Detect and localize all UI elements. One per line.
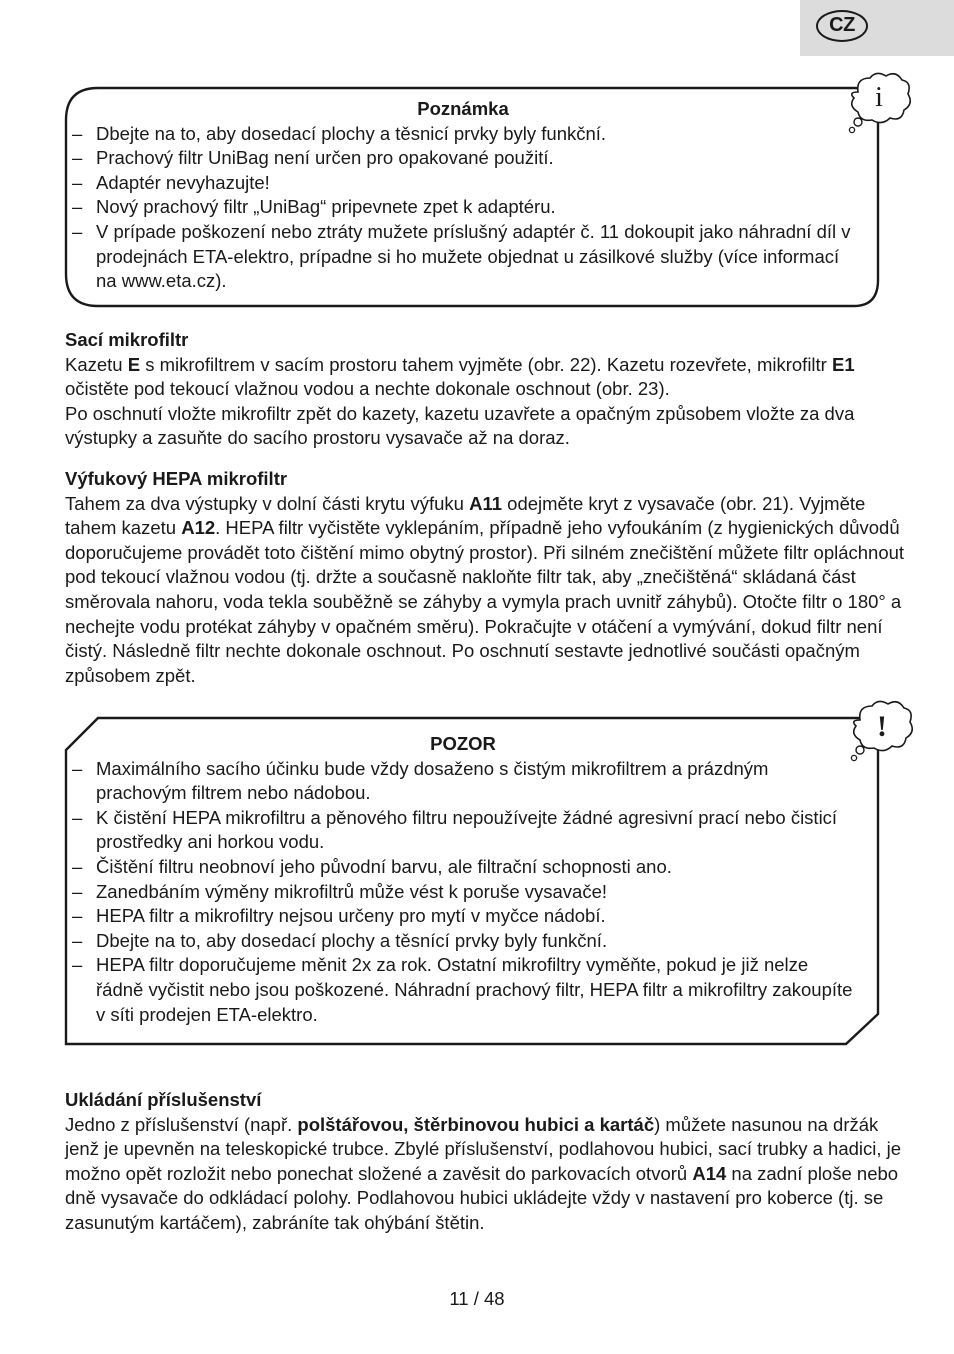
info-icon <box>842 70 914 136</box>
list-item: – K čistění HEPA mikrofiltru a pěnového filtru nepoužívejte žádné agresivní prací nebo čisticí prostředky ani horkou vodu. <box>72 806 838 853</box>
list-item: – Zanedbáním výměny mikrofiltrů může vést k poruše vysavače! <box>72 880 607 902</box>
list-item: – Čištění filtru neobnoví jeho původní barvu, ale filtrační schopnosti ano. <box>72 855 672 877</box>
list-item: – V prípade poškození nebo ztráty mužete príslušný adaptér č. 11 dokoupit jako náhradní díl v prodejnách ETA-elektro, prípadne si ho mužete objednat u zásilkové služby (více informací na www.eta.cz). <box>72 220 851 292</box>
section-suction-microfilter <box>65 328 915 451</box>
svg-text:!: ! <box>877 710 887 743</box>
list-item: – Dbejte na to, aby dosedací plochy a těsnicí prvky byly funkční. <box>72 122 607 144</box>
page-number: 11 / 48 <box>449 1288 505 1309</box>
list-item: – Maximálního sacího účinku bude vždy dosaženo s čistým mikrofiltrem a prázdným prachovým filtrem nebo nádobou. <box>72 757 769 804</box>
list-item: – HEPA filtr doporučujeme měnit 2x za rok. Ostatní mikrofiltry vyměňte, pokud je již nelze řádně vyčistit nebo jsou poškozené. Náhradní prachový filtr, HEPA filtr a mikrofiltry zakoupíte v síti prodejen ETA-elektro. <box>72 954 853 1025</box>
section-title: Sací mikrofiltr <box>65 329 189 350</box>
svg-text:i: i <box>875 82 883 113</box>
list-item: – Adaptér nevyhazujte! <box>72 171 270 193</box>
exclamation-icon <box>844 698 918 764</box>
paragraph: Jedno z příslušenství (např. polštářovou, štěrbinovou hubici a kartáč) můžete nasunou na držák jenž je upevněn na teleskopické trubce. Zbylé příslušenství, podlahovou hubici, sací trubky a hadici, je možno opět rozložit nebo ponechat složené a zavěsit do parkovacích otvorů A14 na zadní ploše nebo dně vysavače do odkládací polohy. Podlahovou hubici ukládejte vždy v nastavení pro koberce (tj. se zasunutým kartáčem), zabráníte tak ohýbání štětin. <box>65 1113 902 1233</box>
list-item: – Prachový filtr UniBag není určen pro opakované použití. <box>72 147 554 169</box>
section-accessory-storage <box>65 1088 915 1236</box>
warning-title: POZOR <box>430 733 496 754</box>
section-hepa-microfilter <box>65 467 915 688</box>
section-title: Ukládání příslušenství <box>65 1089 262 1110</box>
warning-box <box>64 716 884 1048</box>
note-list <box>72 122 854 294</box>
note-box <box>64 86 884 310</box>
paragraph: Po oschnutí vložte mikrofiltr zpět do kazety, kazetu uzavřete a opačným způsobem vložte za dva výstupky a zasuňte do sacího prostoru vysavače až na doraz. <box>65 402 855 449</box>
paragraph: Kazetu E s mikrofiltrem v sacím prostoru tahem vyjměte (obr. 22). Kazetu rozevřete, mikrofiltr E1 očistěte pod tekoucí vlažnou vodou a nechte dokonale oschnout (obr. 23). <box>65 353 855 400</box>
warning-list <box>72 757 854 1028</box>
paragraph: Tahem za dva výstupky v dolní části krytu výfuku A11 odejměte kryt z vysavače (obr. 21). Vyjměte tahem kazetu A12. HEPA filtr vyčistěte vyklepáním, případně jeho vyfoukáním (z hygienických důvodů doporučujeme provádět toto čištění mimo obytný prostor). Při silném znečištění můžete filtr opláchnout pod tekoucí vlažnou vodou (tj. držte a současně nakloňte filtr tak, aby „znečištěná“ skládaná část směrovala nahoru, voda tekla souběžně se záhyby a vymyla prach uvnitř záhybů). Otočte filtr o 180° a nechejte vodu protékat záhyby v opačném směru). Pokračujte v otáčení a vymývání, dokud filtr není čistý. Následně filtr nechte dokonale oschnout. Po oschnutí sestavte jednotlivé součásti opačným způsobem zpět. <box>65 492 905 686</box>
list-item: – Dbejte na to, aby dosedací plochy a těsnící prvky byly funkční. <box>72 929 608 951</box>
language-tab <box>800 0 954 56</box>
list-item: – Nový prachový filtr „UniBag“ pripevnete zpet k adaptéru. <box>72 196 556 218</box>
section-title: Výfukový HEPA mikrofiltr <box>65 468 288 489</box>
language-badge: CZ <box>816 10 868 42</box>
note-title: Poznámka <box>417 98 509 119</box>
list-item: – HEPA filtr a mikrofiltry nejsou určeny pro mytí v myčce nádobí. <box>72 905 606 927</box>
